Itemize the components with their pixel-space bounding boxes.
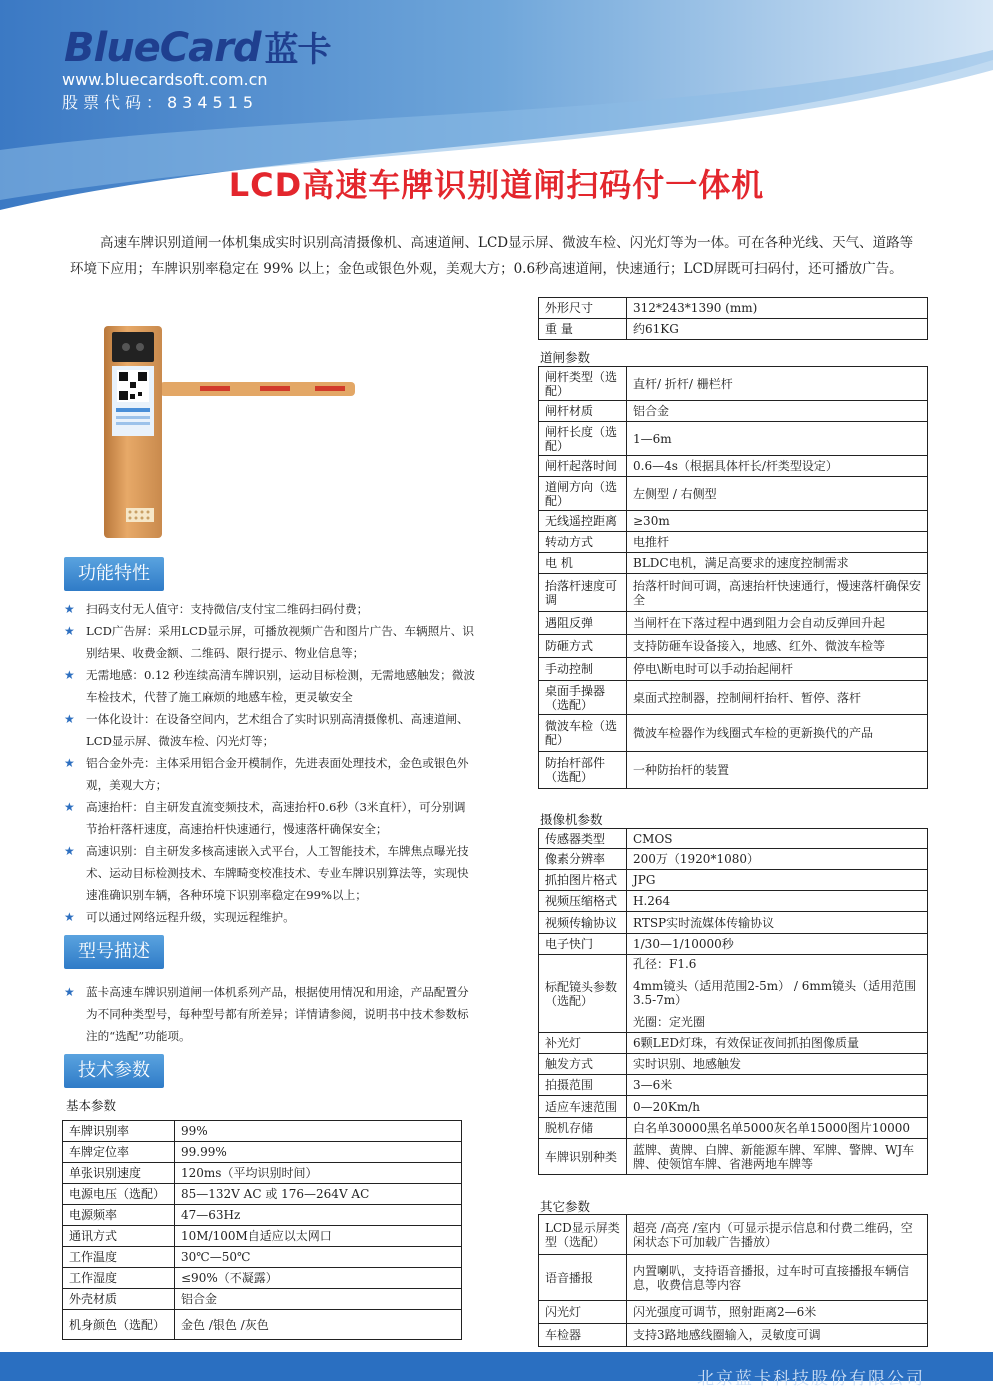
param-value: 312*243*1390 (mm) [627, 298, 928, 319]
param-value: 约61KG [627, 319, 928, 340]
table-row [539, 681, 928, 715]
features-heading: 功能特性 [64, 557, 164, 591]
table-row [63, 1247, 462, 1268]
footer-company: 北京蓝卡科技股份有限公司 [697, 1369, 925, 1389]
table-row [539, 1139, 928, 1175]
param-name: 闸杆类型（选配） [539, 367, 627, 401]
param-name: 外壳材质 [63, 1289, 175, 1310]
table-row [539, 891, 928, 912]
param-value: 6颗LED灯珠，有效保证夜间抓拍图像质量 [627, 1033, 928, 1054]
param-name: 电源电压（选配） [63, 1184, 175, 1205]
param-name: 电源频率 [63, 1205, 175, 1226]
table-row [63, 1121, 462, 1142]
table-row [539, 1054, 928, 1075]
list-item: ★ 一体化设计：在设备空间内，艺术组合了实时识别高清摄像机、高速道闸、LCD显示屏、微波车检、闪光灯等； [64, 708, 476, 752]
param-value: 1/30—1/10000秒 [627, 934, 928, 955]
table-row [539, 715, 928, 752]
param-name: 闸杆起落时间 [539, 456, 627, 477]
param-name: 道闸方向（选配） [539, 477, 627, 511]
param-name: 电 机 [539, 553, 627, 574]
param-name: LCD显示屏类型（选配） [539, 1215, 627, 1255]
star-icon: ★ [64, 624, 75, 638]
param-name: 工作湿度 [63, 1268, 175, 1289]
param-value: 超亮 /高亮 /室内（可显示提示信息和付费二维码，空闲状态下可加载广告播放） [627, 1215, 928, 1255]
star-icon: ★ [64, 602, 75, 616]
table-row [539, 752, 928, 789]
param-name: 像素分辨率 [539, 849, 627, 870]
param-name: 电子快门 [539, 934, 627, 955]
param-value: 当闸杆在下落过程中遇到阻力会自动反弹回升起 [627, 612, 928, 635]
param-value: 支持3路地感线圈输入，灵敏度可调 [627, 1324, 928, 1347]
param-value: 一种防抬杆的装置 [627, 752, 928, 789]
param-name: 触发方式 [539, 1054, 627, 1075]
table-row [539, 849, 928, 870]
param-name: 传感器类型 [539, 829, 627, 849]
table-row [63, 1142, 462, 1163]
param-value: ≥30m [627, 511, 928, 532]
param-value: 0—20Km/h [627, 1096, 928, 1118]
param-value: 左侧型 / 右侧型 [627, 477, 928, 511]
list-item: ★ 无需地感：0.12 秒连续高清车牌识别，运动目标检测，无需地感触发；微波车检技术，代替了施工麻烦的地感车检，更灵敏安全 [64, 664, 476, 708]
param-value: 实时识别、地感触发 [627, 1054, 928, 1075]
param-value: 支持防砸车设备接入，地感、红外、微波车检等 [627, 635, 928, 658]
table-row [539, 1215, 928, 1255]
star-icon: ★ [64, 844, 75, 858]
param-name: 视频传输协议 [539, 912, 627, 934]
features-list [64, 598, 476, 928]
param-value: 桌面式控制器，控制闸杆抬杆、暂停、落杆 [627, 681, 928, 715]
param-value: 47—63Hz [175, 1205, 462, 1226]
param-value: 1—6m [627, 422, 928, 456]
size-weight-table [538, 297, 928, 340]
param-value: 内置喇叭，支持语音播报，过车时可直接播报车辆信息，收费信息等内容 [627, 1255, 928, 1301]
param-name: 防抬杆部件（选配） [539, 752, 627, 789]
table-row [539, 532, 928, 553]
list-item: ★ 可以通过网络远程升级，实现远程维护。 [64, 906, 476, 928]
param-value: 电推杆 [627, 532, 928, 553]
gate-params-label: 道闸参数 [540, 350, 591, 365]
table-row [539, 367, 928, 401]
model-description [64, 981, 476, 1047]
param-name: 闪光灯 [539, 1301, 627, 1324]
table-row [539, 1075, 928, 1096]
table-row [63, 1163, 462, 1184]
table-row [539, 574, 928, 612]
other-params-label: 其它参数 [540, 1199, 591, 1214]
table-row [63, 1268, 462, 1289]
param-value: 3—6米 [627, 1075, 928, 1096]
table-row [539, 912, 928, 934]
table-row [539, 1033, 928, 1054]
param-value: 金色 /银色 /灰色 [175, 1310, 462, 1340]
param-value: ≤90%（不凝露） [175, 1268, 462, 1289]
param-name: 外形尺寸 [539, 298, 627, 319]
page-title: LCD高速车牌识别道闸扫码付一体机 [228, 166, 765, 204]
param-value: 光圈：定光圈 [627, 1013, 928, 1033]
brand-logo [64, 22, 331, 71]
table-row [539, 658, 928, 681]
param-value: 120ms（平均识别时间） [175, 1163, 462, 1184]
basic-params-table [62, 1120, 462, 1340]
gate-params-table [538, 366, 928, 789]
logo-cn: 蓝卡 [264, 30, 331, 70]
list-item: ★ 高速识别：自主研发多核高速嵌入式平台，人工智能技术，车牌焦点曝光技术、运动目标检测技术、车牌畸变校准技术、专业车牌识别算法等，实现快速准确识别车辆，各种环境下识别率稳定在99%以上； [64, 840, 476, 906]
table-row [539, 1096, 928, 1118]
table-row [63, 1226, 462, 1247]
param-name: 脱机存储 [539, 1118, 627, 1139]
list-item: ★ 高速抬杆：自主研发直流变频技术，高速抬杆0.6秒（3米直杆），可分别调节抬杆落杆速度，高速抬杆快速通行，慢速落杆确保安全； [64, 796, 476, 840]
model-heading: 型号描述 [64, 935, 164, 969]
table-row [539, 934, 928, 955]
param-name: 语音播报 [539, 1255, 627, 1301]
param-value: 铝合金 [627, 401, 928, 422]
param-name: 补光灯 [539, 1033, 627, 1054]
star-icon: ★ [64, 800, 75, 814]
star-icon: ★ [64, 910, 75, 924]
camera-params-label: 摄像机参数 [540, 812, 603, 827]
param-name: 视频压缩格式 [539, 891, 627, 912]
table-row [539, 1324, 928, 1347]
website-url: www.bluecardsoft.com.cn [62, 70, 268, 89]
table-row [63, 1289, 462, 1310]
table-row [539, 511, 928, 532]
list-item: ★ 蓝卡高速车牌识别道闸一体机系列产品，根据使用情况和用途，产品配置分为不同种类型号，每种型号都有所差异；详情请参阅，说明书中技术参数标注的“选配”功能项。 [64, 981, 476, 1047]
param-value: 白名单30000黑名单5000灰名单15000图片10000 [627, 1118, 928, 1139]
param-value: 蓝牌、黄牌、白牌、新能源车牌、军牌、警牌、WJ车牌、使领馆车牌、省港两地车牌等 [627, 1139, 928, 1175]
table-row [539, 1118, 928, 1139]
param-value: 孔径：F1.6 [627, 955, 928, 973]
param-name: 重 量 [539, 319, 627, 340]
table-row [539, 955, 928, 973]
other-params-table [538, 1214, 928, 1347]
table-row [539, 298, 928, 319]
table-row [539, 635, 928, 658]
param-value: CMOS [627, 829, 928, 849]
param-value: 99.99% [175, 1142, 462, 1163]
param-name: 适应车速范围 [539, 1096, 627, 1118]
param-name: 标配镜头参数（选配） [539, 955, 627, 1033]
param-value: 30℃—50℃ [175, 1247, 462, 1268]
table-row [63, 1205, 462, 1226]
list-item: ★ 扫码支付无人值守：支持微信/支付宝二维码扫码付费； [64, 598, 476, 620]
basic-params-label: 基本参数 [66, 1098, 117, 1113]
param-name: 车检器 [539, 1324, 627, 1347]
param-value: 铝合金 [175, 1289, 462, 1310]
intro-paragraph: 高速车牌识别道闸一体机集成实时识别高清摄像机、高速道闸、LCD显示屏、微波车检、闪光灯等为一体。可在各种光线、天气、道路等环境下应用；车牌识别率稳定在 99% 以上；金色或银色外观，美观大方；0.6秒高速道闸，快速通行；LCD屏既可扫码付，还可播放广告。 [70, 235, 914, 277]
param-value: 停电\断电时可以手动抬起闸杆 [627, 658, 928, 681]
param-name: 车牌识别种类 [539, 1139, 627, 1175]
list-item: ★ LCD广告屏：采用LCD显示屏，可播放视频广告和图片广告、车辆照片、识别结果、收费金额、二维码、限行提示、物业信息等； [64, 620, 476, 664]
param-name: 转动方式 [539, 532, 627, 553]
param-name: 拍摄范围 [539, 1075, 627, 1096]
barrier-gate-image [100, 322, 362, 544]
stock-code: 股票代码：834515 [62, 93, 259, 112]
table-row [539, 612, 928, 635]
table-row [539, 319, 928, 340]
table-row [539, 401, 928, 422]
table-row [63, 1310, 462, 1340]
param-name: 工作温度 [63, 1247, 175, 1268]
param-value: 10M/100M自适应以太网口 [175, 1226, 462, 1247]
param-name: 通讯方式 [63, 1226, 175, 1247]
table-row [63, 1184, 462, 1205]
param-name: 单张识别速度 [63, 1163, 175, 1184]
param-name: 无线遥控距离 [539, 511, 627, 532]
param-value: 直杆/ 折杆/ 栅栏杆 [627, 367, 928, 401]
table-row [539, 553, 928, 574]
param-value: 闪光强度可调节，照射距离2—6米 [627, 1301, 928, 1324]
param-value: 微波车检器作为线圈式车检的更新换代的产品 [627, 715, 928, 752]
param-name: 闸杆长度（选配） [539, 422, 627, 456]
param-value: 0.6—4s（根据具体杆长/杆类型设定） [627, 456, 928, 477]
table-row [539, 829, 928, 849]
star-icon: ★ [64, 985, 75, 999]
param-name: 抓拍图片格式 [539, 870, 627, 891]
param-value: 200万（1920*1080） [627, 849, 928, 870]
param-name: 抬落杆速度可调 [539, 574, 627, 612]
param-name: 桌面手操器（选配） [539, 681, 627, 715]
param-value: 4mm镜头（适用范围2-5m） / 6mm镜头（适用范围3.5-7m） [627, 973, 928, 1013]
param-value: 抬落杆时间可调，高速抬杆快速通行，慢速落杆确保安全 [627, 574, 928, 612]
param-value: H.264 [627, 891, 928, 912]
table-row [539, 870, 928, 891]
param-name: 闸杆材质 [539, 401, 627, 422]
param-name: 机身颜色（选配） [63, 1310, 175, 1340]
camera-params-table [538, 828, 928, 1175]
list-item: ★ 铝合金外壳：主体采用铝合金开模制作，先进表面处理技术，金色或银色外观，美观大方； [64, 752, 476, 796]
tech-heading: 技术参数 [64, 1054, 164, 1088]
param-name: 遇阻反弹 [539, 612, 627, 635]
param-value: JPG [627, 870, 928, 891]
param-value: 85—132V AC 或 176—264V AC [175, 1184, 462, 1205]
param-value: BLDC电机，满足高要求的速度控制需求 [627, 553, 928, 574]
table-row [539, 456, 928, 477]
param-value: 99% [175, 1121, 462, 1142]
param-name: 车牌识别率 [63, 1121, 175, 1142]
param-value: RTSP实时流媒体传输协议 [627, 912, 928, 934]
logo-en: BlueCard [64, 25, 261, 71]
param-name: 手动控制 [539, 658, 627, 681]
param-name: 车牌定位率 [63, 1142, 175, 1163]
star-icon: ★ [64, 668, 75, 682]
star-icon: ★ [64, 712, 75, 726]
param-name: 防砸方式 [539, 635, 627, 658]
param-name: 微波车检（选配） [539, 715, 627, 752]
table-row [539, 1301, 928, 1324]
star-icon: ★ [64, 756, 75, 770]
table-row [539, 422, 928, 456]
table-row [539, 477, 928, 511]
table-row [539, 1255, 928, 1301]
